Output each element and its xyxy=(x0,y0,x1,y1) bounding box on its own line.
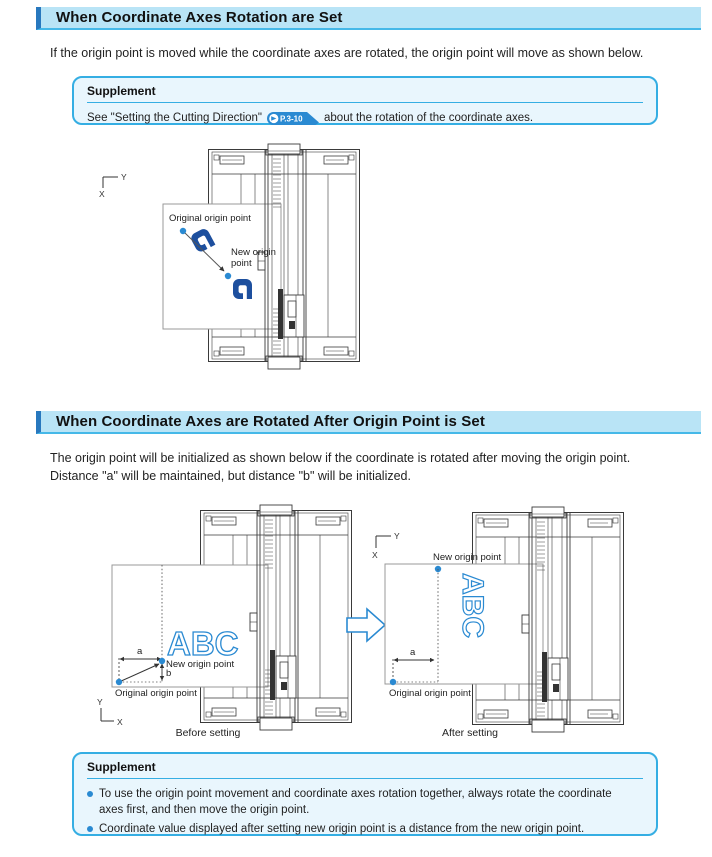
divider xyxy=(87,102,643,103)
axis-indicator-rotated xyxy=(99,172,127,199)
section1-title: When Coordinate Axes Rotation are Set xyxy=(56,9,343,26)
section2-intro-line2: Distance "a" will be maintained, but distance "b" will be initialized. xyxy=(50,469,411,483)
before-setting-figure xyxy=(97,505,352,739)
supplement1-text-before: See "Setting the Cutting Direction" xyxy=(87,112,263,124)
diagram-axes-rotation-set xyxy=(95,140,575,390)
after-setting-figure xyxy=(372,507,624,739)
axis-y-label-after: Y xyxy=(394,531,400,541)
original-origin-dot-before xyxy=(116,679,122,685)
supplement2-bullet-1-text: To use the origin point movement and coordinate axes rotation together, always rotate the coordinate axes first, and then move the origin point. xyxy=(99,788,612,816)
supplement2-bullet-2 xyxy=(87,821,643,837)
badge-label: P.3-10 xyxy=(280,114,303,124)
axis-x-label-before: X xyxy=(117,717,123,727)
section2-title: When Coordinate Axes are Rotated After Origin Point is Set xyxy=(56,413,485,430)
original-origin-label: Original origin point xyxy=(169,213,251,224)
new-origin-label-line2: point xyxy=(231,258,252,269)
supplement1-text-after: about the rotation of the coordinate axes. xyxy=(324,112,534,124)
axis-y-label-before: Y xyxy=(97,697,103,707)
axis-x-label: X xyxy=(99,189,105,199)
axis-indicator-rotated-after xyxy=(372,531,400,560)
original-origin-dot-after xyxy=(390,679,396,685)
before-setting-caption: Before setting xyxy=(175,727,241,739)
section2-header xyxy=(36,411,701,434)
after-setting-caption: After setting xyxy=(441,727,499,739)
section2-intro xyxy=(50,449,700,485)
dimension-a-label: a xyxy=(137,646,143,657)
new-origin-dot xyxy=(225,273,231,279)
page-ref-badge[interactable] xyxy=(267,112,319,125)
dimension-a-label-after: a xyxy=(410,647,416,658)
supplement2-bullet-2-text: Coordinate value displayed after setting new origin point is a distance from the new origin point. xyxy=(99,823,585,835)
sample-text-abc: ABC xyxy=(167,625,239,662)
original-origin-label-after: Original origin point xyxy=(389,688,471,699)
section1-header xyxy=(36,7,701,30)
dimension-b-label: b xyxy=(166,668,172,679)
section2-intro-line1: The origin point will be initialized as shown below if the coordinate is rotated after moving the origin point. xyxy=(50,451,631,465)
supplement2-title: Supplement xyxy=(87,760,156,774)
new-origin-label-after: New origin point xyxy=(433,552,502,563)
original-origin-label-before: Original origin point xyxy=(115,688,197,699)
divider xyxy=(87,778,643,779)
supplement1-title: Supplement xyxy=(87,84,156,98)
supplement2-bullet-1 xyxy=(87,786,643,818)
supplement-box-2 xyxy=(72,752,658,836)
axis-y-label: Y xyxy=(121,172,127,182)
bullet-icon xyxy=(87,791,93,797)
axis-x-label-after: X xyxy=(372,550,378,560)
bullet-icon xyxy=(87,826,93,832)
section1-intro: If the origin point is moved while the coordinate axes are rotated, the origin point will move as shown below. xyxy=(50,46,644,60)
transition-arrow-icon xyxy=(347,609,385,641)
diagram-rotate-after-origin xyxy=(60,500,672,748)
new-origin-label-before: New origin point xyxy=(166,659,235,670)
supplement1-content xyxy=(87,110,643,126)
axis-indicator-standard xyxy=(97,697,123,727)
new-origin-label-line1: New origin xyxy=(231,247,276,258)
sample-text-abc-rotated: ABC xyxy=(456,573,489,638)
new-origin-dot-before xyxy=(159,658,165,664)
supplement-box-1 xyxy=(72,76,658,125)
